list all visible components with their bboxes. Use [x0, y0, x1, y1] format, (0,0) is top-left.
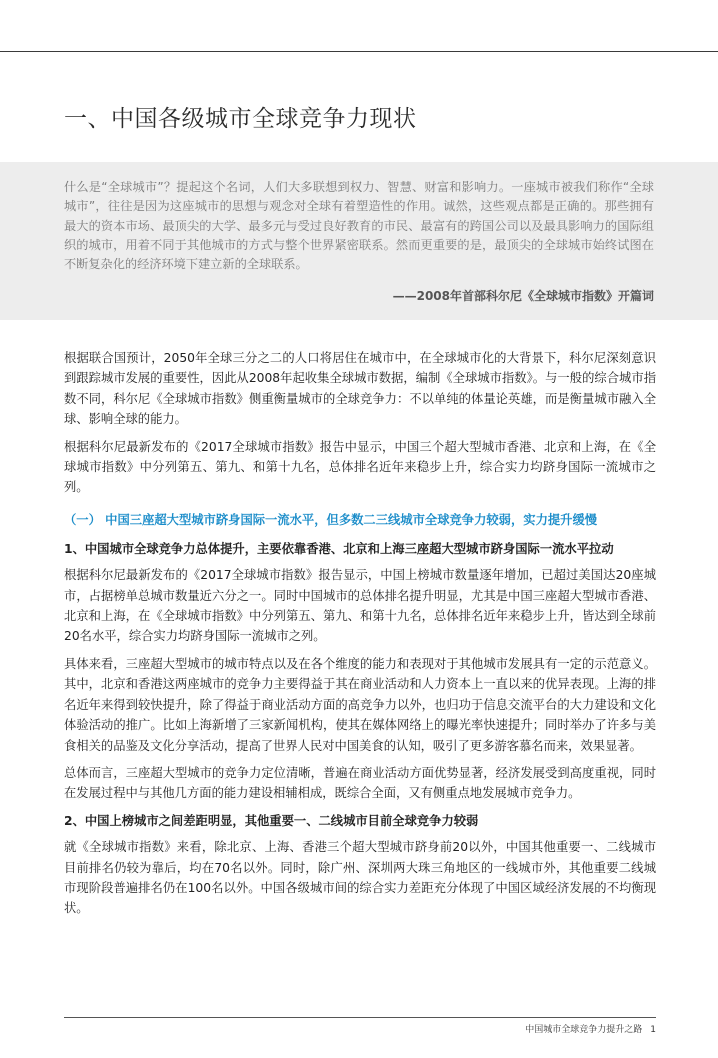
footer-title: 中国城市全球竞争力提升之路 [525, 1025, 643, 1035]
body-paragraph: 总体而言，三座超大型城市的竞争力定位清晰，普遍在商业活动方面优势显著，经济发展受到高度重视，同时在发展过程中与其他几方面的能力建设相辅相成，既综合全面，又有侧重点地发展城市竞争力。 [64, 765, 656, 801]
page-number: 1 [650, 1025, 656, 1035]
body-paragraph: 就《全球城市指数》来看，除北京、上海、香港三个超大型城市跻身前20以外，中国其他重要一、二线城市目前排名仍较为靠后，均在70名以外。同时，除广州、深圳两大珠三角地区的一线城市外，其他重要二线城市现阶段普遍排名仍在100名以外。中国各级城市间的综合实力差距充分体现了中国区域经济发展的不均衡现状。 [64, 840, 656, 916]
intro-paragraph: 根据联合国预计，2050年全球三分之二的人口将居住在城市中，在全球城市化的大背景下，科尔尼深刻意识到跟踪城市发展的重要性，因此从2008年起收集全球城市数据，编制《全球城市指数》。与一般的综合城市指数不同，科尔尼《全球城市指数》侧重衡量城市的全球竞争力：不以单纯的体量论英雄，而是衡量城市融入全球、影响全球的能力。 [64, 351, 656, 427]
quote-text: 什么是“全球城市”？提起这个名词，人们大多联想到权力、智慧、财富和影响力。一座城市被我们称作“全球城市”，往往是因为这座城市的思想与观念对全球有着塑造性的作用。诚然，这些观点都是正确的。那些拥有最大的资本市场、最顶尖的大学、最多元与受过良好教育的市民、最富有的跨国公司以及最具影响力的国际组织的城市，用着不同于其他城市的方式与整个世界紧密联系。然而更重要的是，最顶尖的全球城市始终试图在不断复杂化的经济环境下建立新的全球联系。 [64, 180, 654, 272]
intro-paragraph: 根据科尔尼最新发布的《2017全球城市指数》报告中显示，中国三个超大型城市香港、北京和上海，在《全球城市指数》中分列第五、第九、和第十九名，总体排名近年来稳步上升，综合实力均跻身国际一流城市之列。 [64, 439, 656, 495]
sub-heading: 1、中国城市全球竞争力总体提升，主要依靠香港、北京和上海三座超大型城市跻身国际一流水平拉动 [64, 541, 614, 556]
top-divider [0, 51, 718, 52]
main-content [64, 348, 656, 926]
page-footer [525, 1022, 656, 1035]
footer-divider [64, 1017, 656, 1018]
body-paragraph: 具体来看，三座超大型城市的城市特点以及在各个维度的能力和表现对于其他城市发展具有一定的示范意义。其中，北京和香港这两座城市的竞争力主要得益于其在商业活动和人力资本上一直以来的优异表现。上海的排名近年来得到较快提升，除了得益于商业活动方面的高竞争力以外，也归功于信息交流平台的大力建设和文化体验活动的推广。比如上海新增了三家新闻机构，使其在媒体网络上的曝光率快速提升；同时举办了许多与美食相关的品鉴及文化分享活动，提高了世界人民对中国美食的认知，吸引了更多游客慕名而来，效果显著。 [64, 656, 656, 753]
quote-source: ——2008年首部科尔尼《全球城市指数》开篇词 [392, 289, 654, 303]
section-heading: （一） 中国三座超大型城市跻身国际一流水平，但多数二三线城市全球竞争力较弱，实力提升缓慢 [64, 512, 598, 527]
page-title: 一、中国各级城市全球竞争力现状 [64, 106, 417, 132]
body-paragraph: 根据科尔尼最新发布的《2017全球城市指数》报告显示，中国上榜城市数量逐年增加，已超过美国达20座城市，占据榜单总城市数量近六分之一。同时中国城市的总体排名提升明显，尤其是中国三座超大型城市香港、北京和上海，在《全球城市指数》中分列第五、第九、和第十九名，总体排名近年来稳步上升，皆达到全球前20名水平，综合实力均跻身国际一流城市之列。 [64, 568, 656, 644]
sub-heading: 2、中国上榜城市之间差距明显，其他重要一、二线城市目前全球竞争力较弱 [64, 813, 479, 828]
quote-block [0, 162, 718, 320]
